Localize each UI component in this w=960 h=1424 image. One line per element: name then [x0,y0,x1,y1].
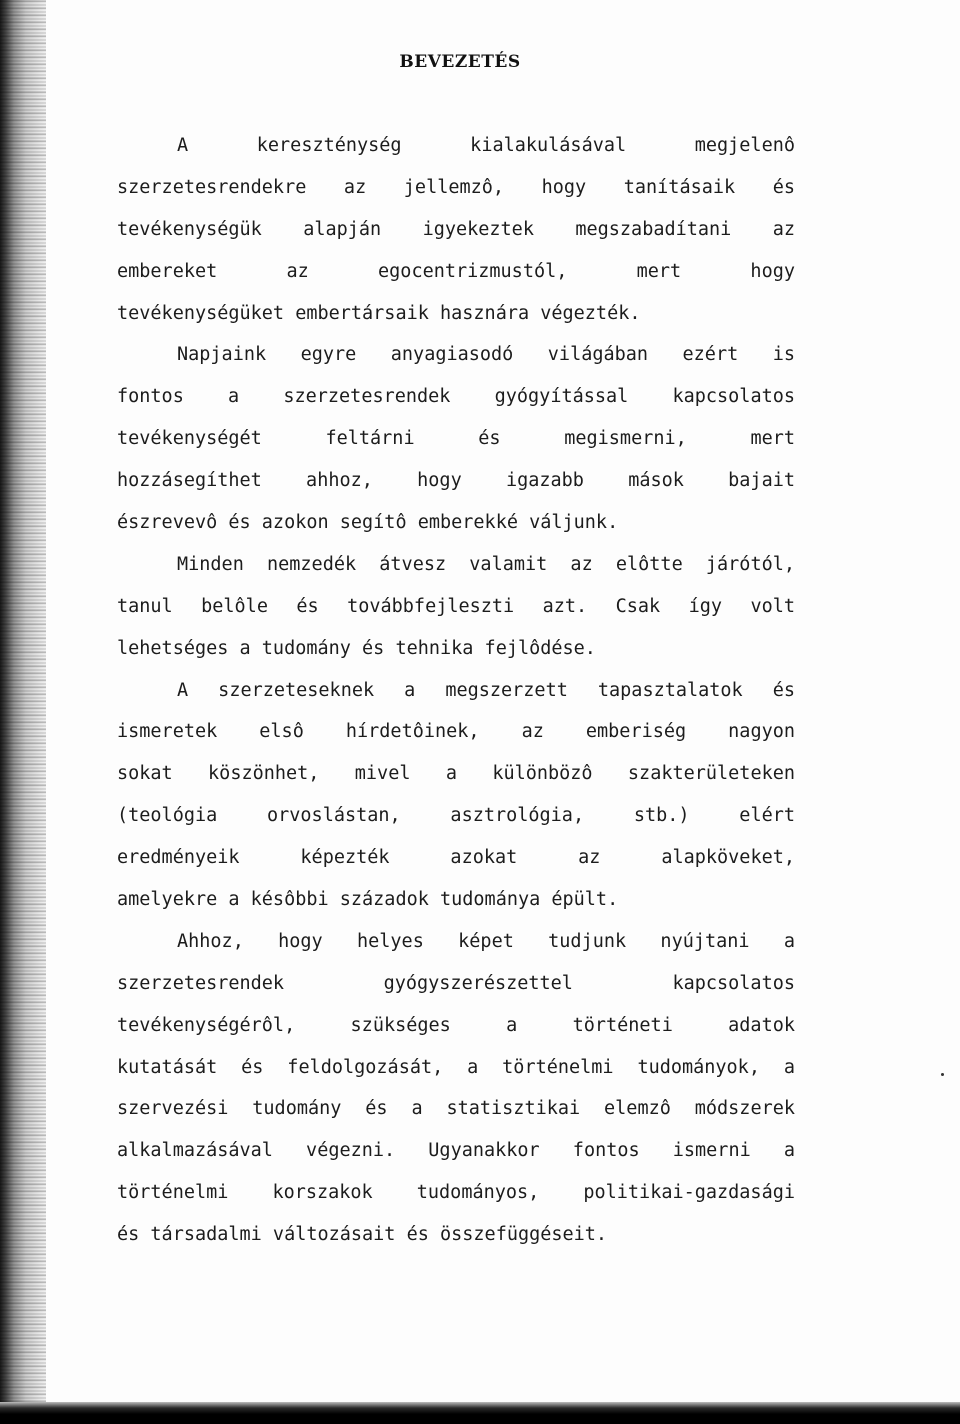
text-line: fontos a szerzetesrendek gyógyítással kapcsolatos [117,386,795,408]
text-line: Minden nemzedék átvesz valamit az elôtte járótól, [177,553,795,575]
text-line: A szerzeteseknek a megszerzett tapasztalatok és [177,679,795,701]
text-line: észrevevô és azokon segítô emberekké váljunk. [117,512,619,534]
text-line: Napjaink egyre anyagiasodó világában ezért is [177,344,795,366]
text-line: tevékenységük alapján igyekeztek megszabadítani az [117,218,795,240]
scan-speck [941,1073,944,1076]
text-line: kutatását és feldolgozását, a történelmi tudományok, a [117,1056,795,1078]
text-line: tevékenységérôl, szükséges a történeti adatok [117,1014,795,1036]
text-line: A kereszténység kialakulásával megjelenô [177,135,795,156]
text-line: szervezési tudomány és a statisztikai elemzô módszerek [117,1098,795,1120]
scan-bottom-edge [0,1402,960,1424]
text-line: és társadalmi változásait és összefüggéseit. [117,1224,608,1246]
binding-edge [0,0,46,1424]
body-text [117,120,795,1251]
text-line: hozzásegíthet ahhoz, hogy igazabb mások bajait [117,470,795,492]
text-line: embereket az egocentrizmustól, mert hogy [117,260,795,282]
text-line: szerzetesrendek gyógyszerészettel kapcsolatos [117,972,795,994]
text-line: eredményeik képezték azokat az alapköveket, [117,847,795,869]
text-line: (teológia orvoslástan, asztrológia, stb.) elért [117,805,795,827]
text-line: alkalmazásával végezni. Ugyanakkor fontos ismerni a [117,1140,795,1162]
text-line: sokat köszönhet, mivel a különbözô szakterületeken [117,763,795,785]
text-line: tevékenységét feltárni és megismerni, mert [117,428,795,450]
text-line: tevékenységüket embertársaik hasznára végezték. [117,302,641,324]
text-line: lehetséges a tudomány és tehnika fejlôdése. [117,637,596,659]
text-line: Ahhoz, hogy helyes képet tudjunk nyújtani a [177,930,795,952]
text-line: történelmi korszakok tudományos, politikai-gazdasági [117,1182,795,1204]
text-line: amelyekre a késôbbi századok tudománya épült. [117,889,619,911]
text-line: ismeretek elsô hírdetôinek, az emberiség nagyon [117,721,795,743]
text-line: tanul belôle és továbbfejleszti azt. Csak így volt [117,595,795,617]
page-title: BEVEZETÉS [399,52,521,72]
text-line: szerzetesrendekre az jellemzô, hogy tanításaik és [117,176,795,198]
